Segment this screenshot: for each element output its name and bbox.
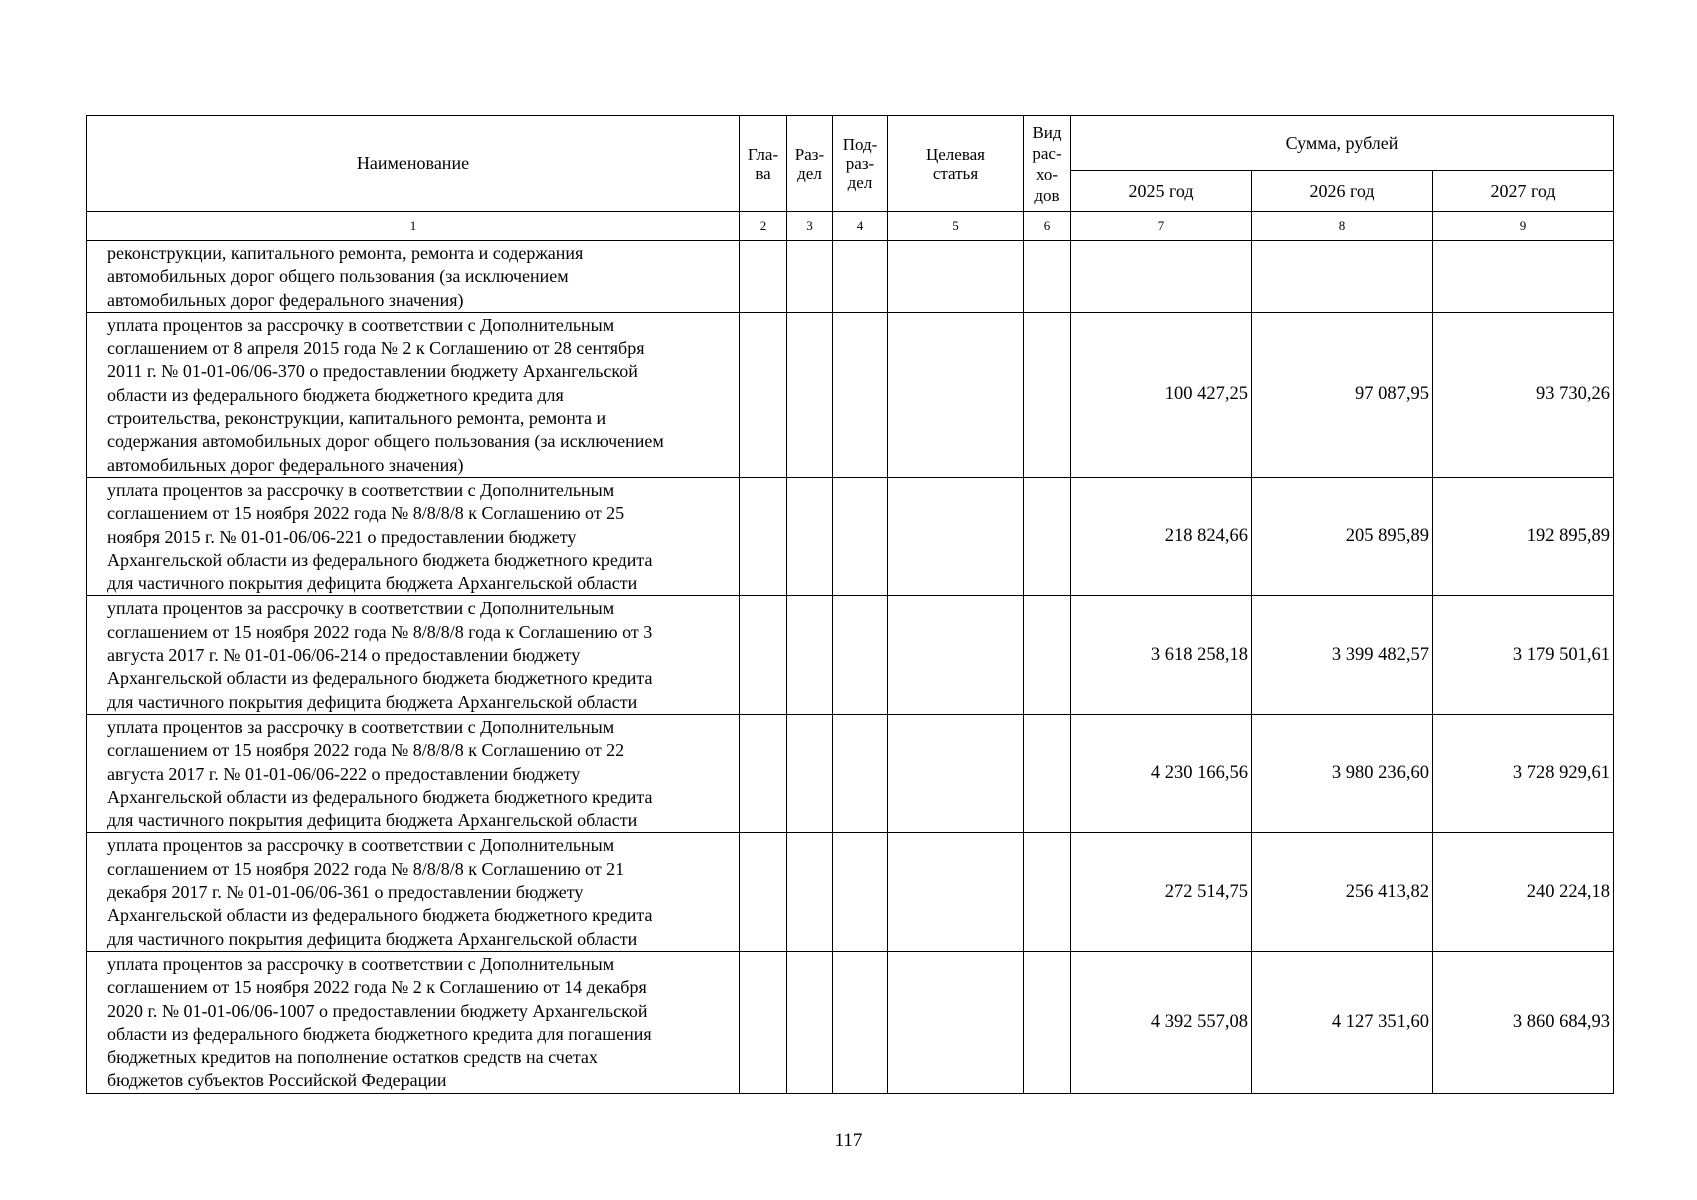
cell-target [888, 951, 1024, 1093]
cell-section [787, 833, 833, 951]
cell-section [787, 477, 833, 595]
col-number: 4 [833, 212, 888, 241]
amount-2027: 3 860 684,93 [1433, 951, 1614, 1093]
amount-2026 [1252, 241, 1433, 313]
cell-subsection [833, 596, 888, 714]
col-number: 1 [87, 212, 740, 241]
amount-2027 [1433, 241, 1614, 313]
amount-2026: 205 895,89 [1252, 477, 1433, 595]
cell-section [787, 714, 833, 832]
table-row [87, 312, 1614, 477]
cell-type [1024, 833, 1071, 951]
amount-2025: 272 514,75 [1071, 833, 1252, 951]
amount-2026: 97 087,95 [1252, 312, 1433, 477]
header-row-top [87, 116, 1614, 171]
col-header-sum: Сумма, рублей [1071, 116, 1614, 171]
cell-subsection [833, 951, 888, 1093]
col-number: 8 [1252, 212, 1433, 241]
cell-section [787, 951, 833, 1093]
cell-chapter [740, 951, 787, 1093]
cell-chapter [740, 477, 787, 595]
page-number: 117 [834, 1130, 863, 1151]
cell-subsection [833, 714, 888, 832]
amount-2026: 256 413,82 [1252, 833, 1433, 951]
cell-target [888, 477, 1024, 595]
cell-section [787, 596, 833, 714]
amount-2027: 93 730,26 [1433, 312, 1614, 477]
row-name: уплата процентов за рассрочку в соответствии с Дополнительным соглашением от 15 ноября 2022 года № 2 к Соглашению от 14 декабря 2020 г. № 01-01-06/06-1007 о предоставлении бюджету Архангельской области из федерального бюджета бюджетного кредита для погашения бюджетных кредитов на пополнение остатков средств на счетах бюджетов субъектов Российской Федерации [87, 951, 740, 1093]
amount-2025: 218 824,66 [1071, 477, 1252, 595]
table-row [87, 596, 1614, 714]
cell-type [1024, 714, 1071, 832]
col-number: 5 [888, 212, 1024, 241]
row-name: уплата процентов за рассрочку в соответствии с Дополнительным соглашением от 15 ноября 2022 года № 8/8/8/8 к Соглашению от 25 ноября 2015 г. № 01-01-06/06-221 о предоставлении бюджету Архангельской области из федерального бюджета бюджетного кредита для частичного покрытия дефицита бюджета Архангельской области [87, 477, 740, 595]
cell-subsection [833, 833, 888, 951]
cell-type [1024, 596, 1071, 714]
row-name: уплата процентов за рассрочку в соответствии с Дополнительным соглашением от 15 ноября 2022 года № 8/8/8/8 к Соглашению от 21 декабря 2017 г. № 01-01-06/06-361 о предоставлении бюджету Архангельской области из федерального бюджета бюджетного кредита для частичного покрытия дефицита бюджета Архангельской области [87, 833, 740, 951]
amount-2025: 100 427,25 [1071, 312, 1252, 477]
amount-2025: 3 618 258,18 [1071, 596, 1252, 714]
cell-subsection [833, 312, 888, 477]
amount-2025: 4 392 557,08 [1071, 951, 1252, 1093]
amount-2025: 4 230 166,56 [1071, 714, 1252, 832]
col-number: 6 [1024, 212, 1071, 241]
cell-chapter [740, 312, 787, 477]
col-header-target-article: Целевая статья [888, 116, 1024, 212]
table-row [87, 714, 1614, 832]
cell-subsection [833, 241, 888, 313]
amount-2027: 3 179 501,61 [1433, 596, 1614, 714]
cell-type [1024, 951, 1071, 1093]
col-header-expense-type: Вид рас- хо- дов [1024, 116, 1071, 212]
cell-chapter [740, 714, 787, 832]
table-row [87, 951, 1614, 1093]
cell-section [787, 312, 833, 477]
cell-subsection [833, 477, 888, 595]
cell-target [888, 833, 1024, 951]
table-row [87, 477, 1614, 595]
col-header-2026: 2026 год [1252, 171, 1433, 212]
cell-chapter [740, 241, 787, 313]
table-row [87, 241, 1614, 313]
table-row [87, 833, 1614, 951]
col-header-chapter: Гла- ва [740, 116, 787, 212]
cell-target [888, 312, 1024, 477]
amount-2027: 3 728 929,61 [1433, 714, 1614, 832]
cell-chapter [740, 833, 787, 951]
col-header-2025: 2025 год [1071, 171, 1252, 212]
cell-type [1024, 477, 1071, 595]
cell-type [1024, 241, 1071, 313]
cell-section [787, 241, 833, 313]
col-number: 9 [1433, 212, 1614, 241]
row-name: реконструкции, капитального ремонта, ремонта и содержания автомобильных дорог общего пользования (за исключением автомобильных дорог федерального значения) [87, 241, 740, 313]
cell-type [1024, 312, 1071, 477]
budget-table [86, 115, 1614, 1094]
amount-2026: 3 980 236,60 [1252, 714, 1433, 832]
amount-2026: 3 399 482,57 [1252, 596, 1433, 714]
cell-target [888, 714, 1024, 832]
row-name: уплата процентов за рассрочку в соответствии с Дополнительным соглашением от 15 ноября 2022 года № 8/8/8/8 года к Соглашению от 3 августа 2017 г. № 01-01-06/06-214 о предоставлении бюджету Архангельской области из федерального бюджета бюджетного кредита для частичного покрытия дефицита бюджета Архангельской области [87, 596, 740, 714]
col-header-name: Наименование [87, 116, 740, 212]
col-header-subsection: Под- раз- дел [833, 116, 888, 212]
amount-2027: 240 224,18 [1433, 833, 1614, 951]
col-number: 3 [787, 212, 833, 241]
col-number: 7 [1071, 212, 1252, 241]
cell-target [888, 596, 1024, 714]
amount-2027: 192 895,89 [1433, 477, 1614, 595]
cell-chapter [740, 596, 787, 714]
amount-2025 [1071, 241, 1252, 313]
column-number-row [87, 212, 1614, 241]
col-header-2027: 2027 год [1433, 171, 1614, 212]
amount-2026: 4 127 351,60 [1252, 951, 1433, 1093]
cell-target [888, 241, 1024, 313]
row-name: уплата процентов за рассрочку в соответствии с Дополнительным соглашением от 15 ноября 2022 года № 8/8/8/8 к Соглашению от 22 августа 2017 г. № 01-01-06/06-222 о предоставлении бюджету Архангельской области из федерального бюджета бюджетного кредита для частичного покрытия дефицита бюджета Архангельской области [87, 714, 740, 832]
row-name: уплата процентов за рассрочку в соответствии с Дополнительным соглашением от 8 апреля 2015 года № 2 к Соглашению от 28 сентября 2011 г. № 01-01-06/06-370 о предоставлении бюджету Архангельской области из федерального бюджета бюджетного кредита для строительства, реконструкции, капитального ремонта, ремонта и содержания автомобильных дорог общего пользования (за исключением автомобильных дорог федерального значения) [87, 312, 740, 477]
col-header-section: Раз- дел [787, 116, 833, 212]
col-number: 2 [740, 212, 787, 241]
